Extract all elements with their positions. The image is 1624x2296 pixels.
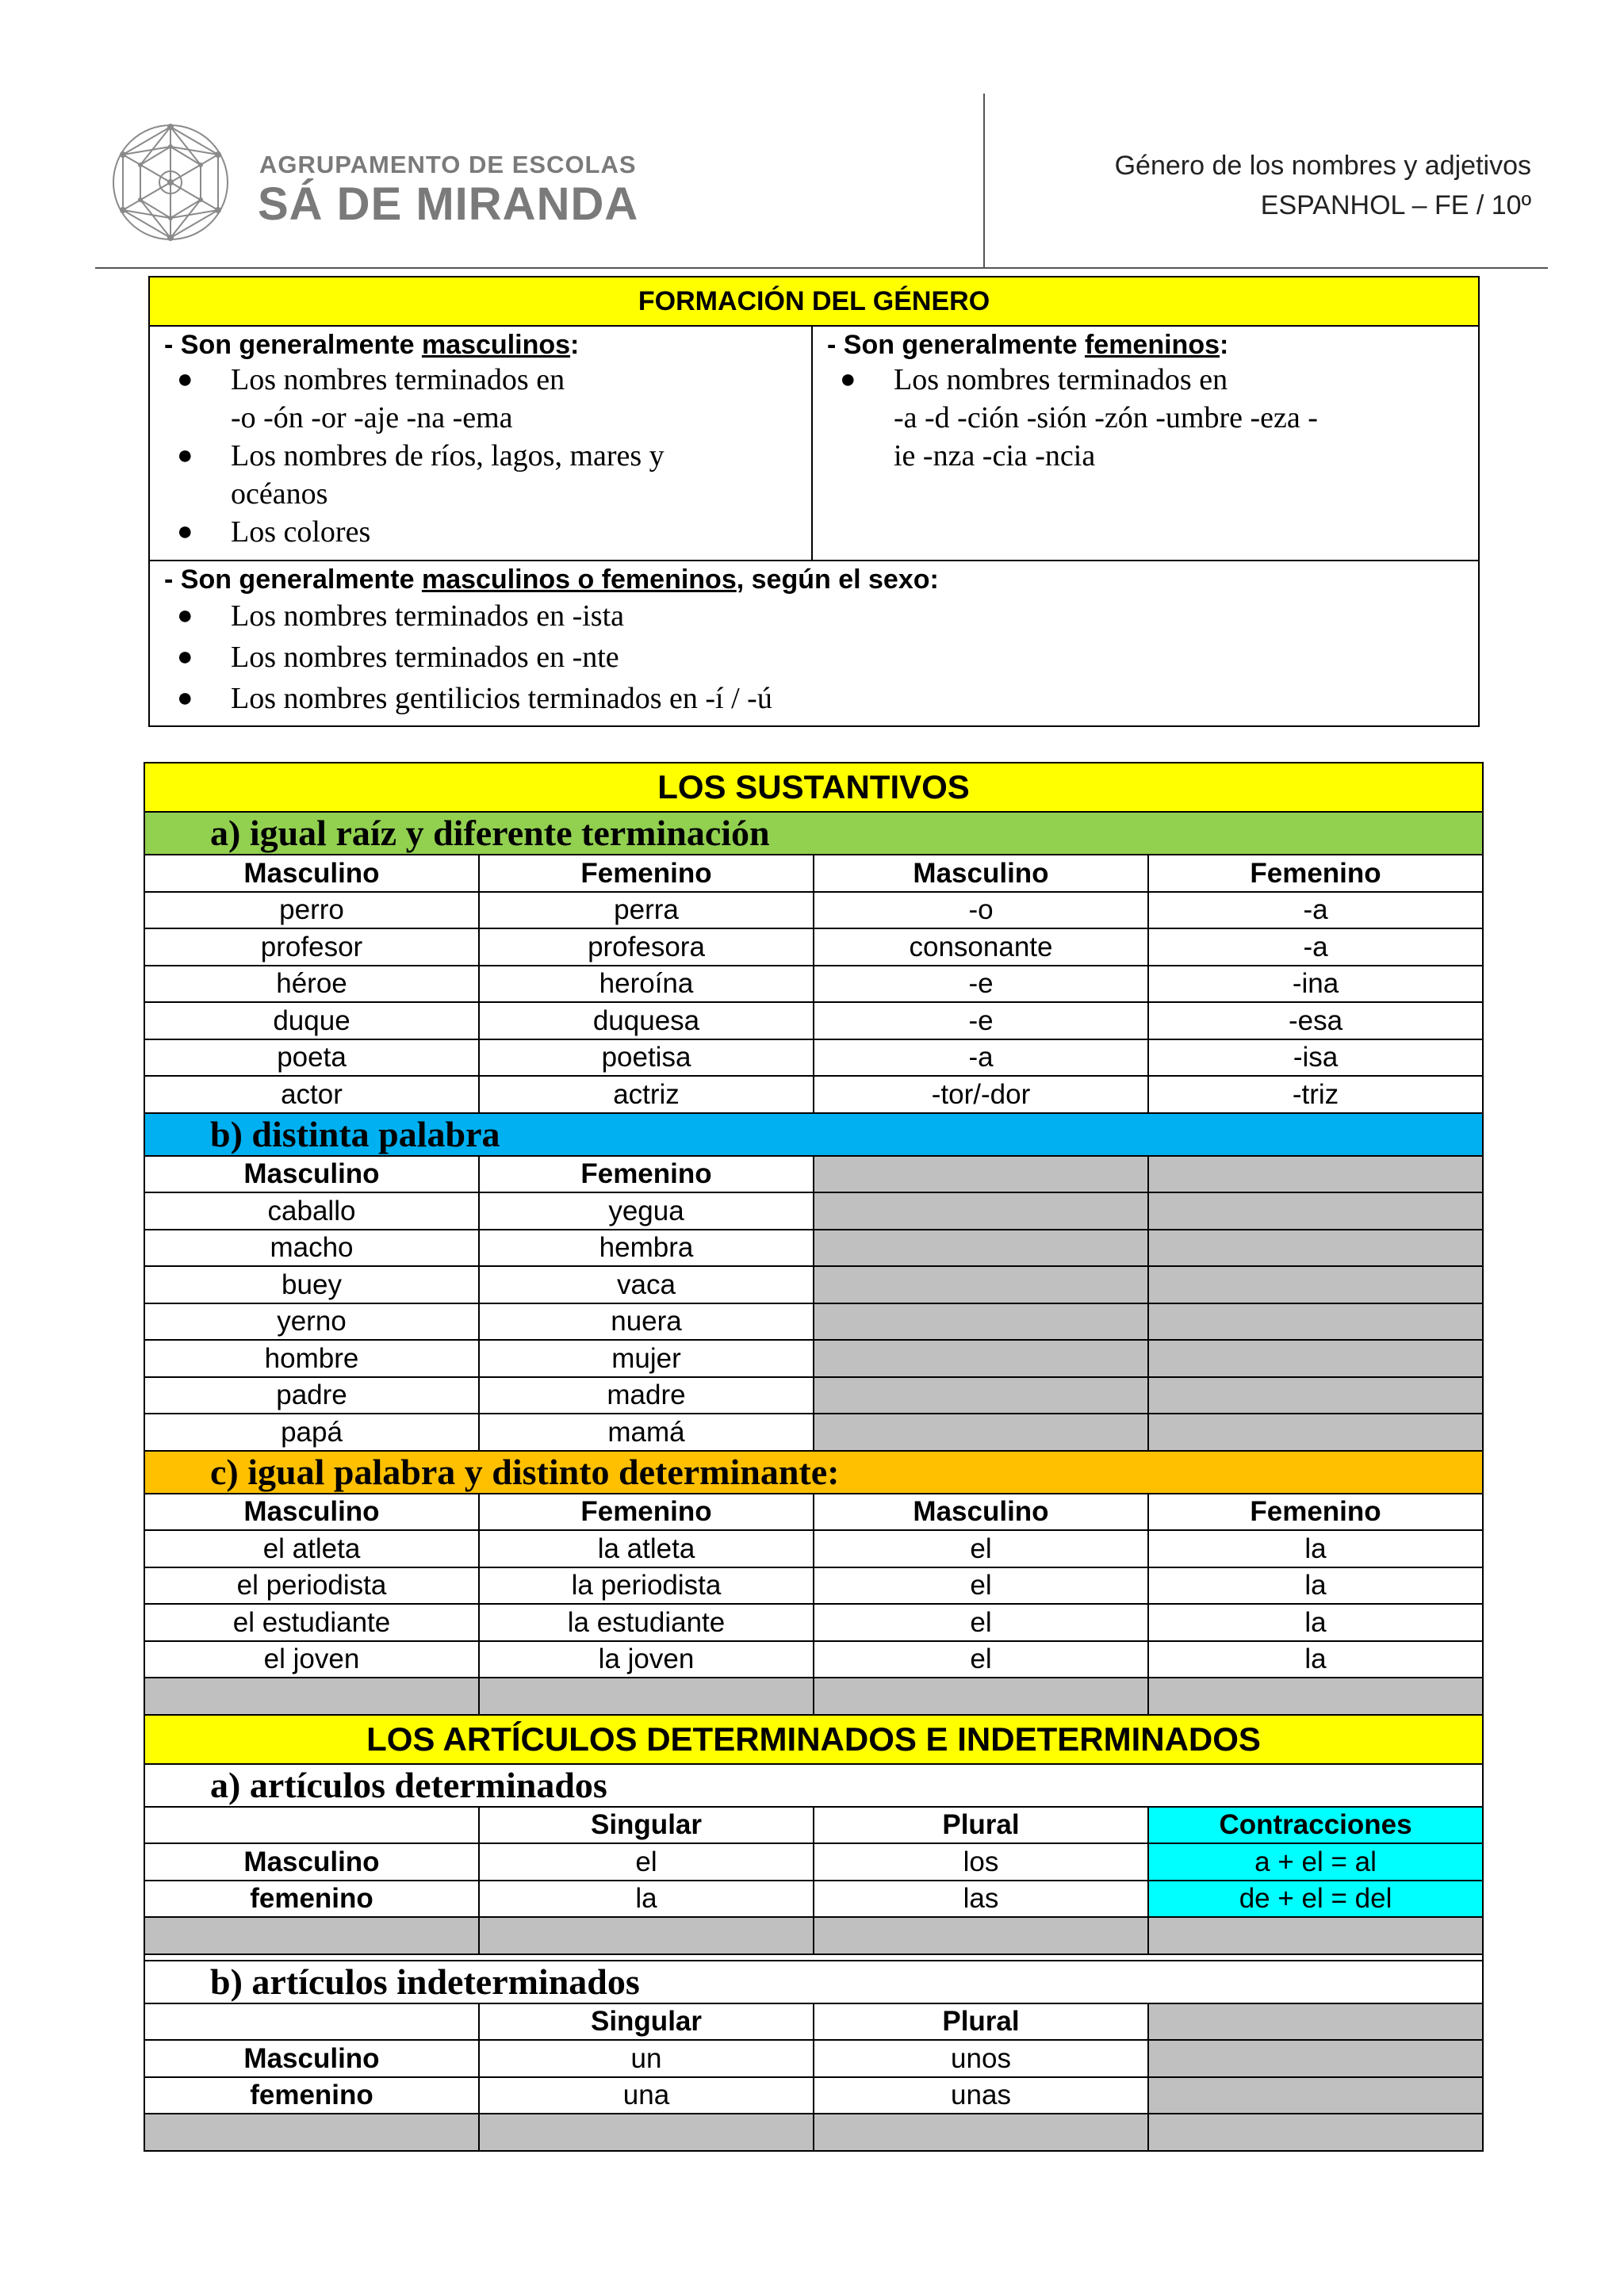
empty-header-cell [144, 2003, 479, 2041]
table-cell: el [814, 1567, 1148, 1605]
table-cell: buey [144, 1266, 479, 1303]
empty-cell [1148, 2040, 1483, 2077]
table-row [144, 966, 1483, 1003]
table-cell: yerno [144, 1303, 479, 1341]
articulos-title: LOS ARTÍCULOS DETERMINADOS E INDETERMINADOS [144, 1715, 1483, 1764]
table-cell: actor [144, 1076, 479, 1113]
school-name-line2: SÁ DE MIRANDA [258, 178, 639, 230]
masculinos-heading: - Son generalmente masculinos: [164, 330, 580, 360]
table-cell: poeta [144, 1039, 479, 1077]
empty-cell [1148, 2077, 1483, 2114]
empty-cell [814, 1266, 1148, 1303]
table-cell: el [814, 1641, 1148, 1678]
bullet-icon: ● [177, 441, 193, 470]
document-title: Género de los nombres y adjetivos [1114, 151, 1531, 181]
empty-cell [1148, 1917, 1483, 1954]
empty-cell [814, 1377, 1148, 1414]
section-b-title: b) distinta palabra [144, 1113, 1483, 1156]
header-cell: Plural [814, 2003, 1148, 2041]
table-row [144, 1303, 1483, 1341]
sustantivos-articulos-table [144, 762, 1484, 2152]
table-cell: -a [1148, 892, 1483, 929]
femeninos-cell [812, 326, 1479, 561]
table-cell: duque [144, 1002, 479, 1039]
table-row [144, 2040, 1483, 2077]
school-logo [107, 119, 639, 246]
list-item: ● Los nombres terminados en -o -ón -or -aje -na -ema [212, 361, 799, 437]
masculinos-list [164, 361, 799, 551]
table-cell: el periodista [144, 1567, 479, 1605]
empty-cell [479, 1917, 814, 1954]
table-cell: unos [814, 2040, 1148, 2077]
header-cell: Femenino [479, 855, 814, 892]
table-cell: profesora [479, 928, 814, 966]
table-row [144, 1881, 1483, 1918]
school-name-line1: AGRUPAMENTO DE ESCOLAS [259, 151, 637, 178]
table-row [144, 1340, 1483, 1377]
table-row [144, 1076, 1483, 1113]
table-cell: perra [479, 892, 814, 929]
empty-cell [1148, 1414, 1483, 1451]
table-cell: -e [814, 1002, 1148, 1039]
table-cell: la [1148, 1567, 1483, 1605]
femeninos-heading: - Son generalmente femeninos: [827, 330, 1229, 360]
section-a-title: a) igual raíz y diferente terminación [144, 812, 1483, 855]
table-row [144, 1843, 1483, 1881]
ambos-word: masculinos o femeninos [421, 564, 737, 595]
bullet-icon: ● [177, 517, 193, 546]
table-row [144, 2114, 1483, 2151]
row-label: femenino [144, 2077, 479, 2114]
table-row [144, 1266, 1483, 1303]
table-cell: vaca [479, 1266, 814, 1303]
table-cell: el atleta [144, 1530, 479, 1567]
header-cell: Femenino [1148, 855, 1483, 892]
table-cell: consonante [814, 928, 1148, 966]
row-label: Masculino [144, 1843, 479, 1881]
table-cell: hembra [479, 1230, 814, 1267]
table-cell: la periodista [479, 1567, 814, 1605]
table-row [144, 1156, 1483, 1193]
table-cell: -o [814, 892, 1148, 929]
table-cell: perro [144, 892, 479, 929]
header-cell: Femenino [1148, 1494, 1483, 1531]
table-row [144, 1678, 1483, 1715]
table-cell: mamá [479, 1414, 814, 1451]
header-cell: Masculino [814, 1494, 1148, 1531]
table-cell: unas [814, 2077, 1148, 2114]
header-divider-vertical [983, 94, 985, 268]
header-cell: Contracciones [1148, 1807, 1483, 1844]
document-subtitle: ESPANHOL – FE / 10º [1260, 190, 1531, 220]
table-cell: -a [1148, 928, 1483, 966]
bullet-icon: ● [840, 365, 856, 394]
formacion-title: FORMACIÓN DEL GÉNERO [149, 277, 1479, 326]
table-cell: nuera [479, 1303, 814, 1341]
empty-cell [144, 1917, 479, 1954]
empty-cell [1148, 1303, 1483, 1341]
table-cell: la estudiante [479, 1604, 814, 1641]
articulos-b-title: b) artículos indeterminados [144, 1961, 1483, 2003]
femeninos-word: femeninos [1084, 330, 1220, 360]
sustantivos-title: LOS SUSTANTIVOS [144, 763, 1483, 812]
bullet-icon: ● [177, 642, 193, 672]
section-c-title: c) igual palabra y distinto determinante: [144, 1451, 1483, 1494]
table-cell: macho [144, 1230, 479, 1267]
table-cell: un [479, 2040, 814, 2077]
row-label: femenino [144, 1881, 479, 1918]
table-row [144, 1192, 1483, 1230]
table-cell: -tor/-dor [814, 1076, 1148, 1113]
table-cell: hombre [144, 1340, 479, 1377]
table-cell: -esa [1148, 1002, 1483, 1039]
table-cell: el estudiante [144, 1604, 479, 1641]
header-cell: Singular [479, 2003, 814, 2041]
list-item: ● Los nombres de ríos, lagos, mares y océanos [212, 437, 799, 513]
table-cell: el [814, 1530, 1148, 1567]
table-row [144, 2077, 1483, 2114]
table-cell: -isa [1148, 1039, 1483, 1077]
table-cell: la [1148, 1530, 1483, 1567]
table-cell: actriz [479, 1076, 814, 1113]
table-cell: papá [144, 1414, 479, 1451]
empty-cell [479, 2114, 814, 2151]
empty-cell [1148, 2114, 1483, 2151]
list-item: ● Los nombres terminados en -a -d -ción -sión -zón -umbre -eza - ie -nza -cia -ncia [875, 361, 1465, 475]
empty-cell [814, 1340, 1148, 1377]
masculinos-word: masculinos [421, 330, 571, 360]
header-cell: Plural [814, 1807, 1148, 1844]
formacion-table [148, 276, 1480, 727]
ambos-heading: - Son generalmente masculinos o femeninos, según el sexo: [164, 564, 939, 595]
table-cell: las [814, 1881, 1148, 1918]
table-cell: héroe [144, 966, 479, 1003]
geodesic-sphere-icon [107, 119, 234, 246]
list-item: ● Los colores [212, 513, 799, 551]
femeninos-list [827, 361, 1465, 475]
table-cell: a + el = al [1148, 1843, 1483, 1881]
empty-cell [814, 1156, 1148, 1193]
table-cell: mujer [479, 1340, 814, 1377]
table-cell: padre [144, 1377, 479, 1414]
table-cell: -ina [1148, 966, 1483, 1003]
table-row [144, 928, 1483, 966]
table-row [144, 1377, 1483, 1414]
table-row [144, 892, 1483, 929]
empty-cell [814, 1678, 1148, 1715]
table-row [144, 1641, 1483, 1678]
table-cell: -a [814, 1039, 1148, 1077]
table-cell: el [814, 1604, 1148, 1641]
table-row [144, 1807, 1483, 1844]
ambos-cell [149, 561, 1479, 726]
header-divider-horizontal [95, 267, 1548, 269]
table-cell: heroína [479, 966, 814, 1003]
table-cell: la [1148, 1641, 1483, 1678]
bullet-icon: ● [177, 365, 193, 394]
bullet-icon: ● [177, 683, 193, 713]
table-cell: la [1148, 1604, 1483, 1641]
row-label: Masculino [144, 2040, 479, 2077]
table-row [144, 1567, 1483, 1605]
empty-header-cell [144, 1807, 479, 1844]
header-cell: Masculino [144, 1156, 479, 1193]
empty-cell [144, 2114, 479, 2151]
header-cell: Masculino [144, 1494, 479, 1531]
empty-cell [1148, 1678, 1483, 1715]
empty-cell [814, 1303, 1148, 1341]
header-cell: Masculino [814, 855, 1148, 892]
table-row [144, 2003, 1483, 2041]
document-heading [1115, 146, 1531, 225]
table-cell: profesor [144, 928, 479, 966]
list-item: ● Los nombres terminados en -ista [212, 595, 1465, 637]
header-cell: Femenino [479, 1494, 814, 1531]
table-row [144, 1230, 1483, 1267]
header-cell: Masculino [144, 855, 479, 892]
table-cell: la [479, 1881, 814, 1918]
empty-cell [814, 1230, 1148, 1267]
empty-cell [1148, 2003, 1483, 2041]
articulos-a-title: a) artículos determinados [144, 1764, 1483, 1807]
header-cell: Singular [479, 1807, 814, 1844]
table-row [144, 1917, 1483, 1954]
table-cell: de + el = del [1148, 1881, 1483, 1918]
table-row [144, 1039, 1483, 1077]
header-cell: Femenino [479, 1156, 814, 1193]
table-row [144, 1414, 1483, 1451]
table-cell: los [814, 1843, 1148, 1881]
table-cell: duquesa [479, 1002, 814, 1039]
table-row [144, 1604, 1483, 1641]
table-cell: caballo [144, 1192, 479, 1230]
table-cell: poetisa [479, 1039, 814, 1077]
table-row [144, 1530, 1483, 1567]
empty-cell [1148, 1377, 1483, 1414]
table-cell: -e [814, 966, 1148, 1003]
ambos-list [164, 595, 1465, 719]
empty-cell [1148, 1340, 1483, 1377]
table-cell: la joven [479, 1641, 814, 1678]
table-cell: yegua [479, 1192, 814, 1230]
spacer [144, 1954, 1483, 1961]
table-row [144, 1002, 1483, 1039]
table-row [144, 855, 1483, 892]
table-cell: -triz [1148, 1076, 1483, 1113]
empty-cell [1148, 1192, 1483, 1230]
empty-cell [814, 1192, 1148, 1230]
table-row [144, 1494, 1483, 1531]
masculinos-cell [149, 326, 812, 561]
table-cell: madre [479, 1377, 814, 1414]
table-cell: una [479, 2077, 814, 2114]
table-cell: la atleta [479, 1530, 814, 1567]
table-cell: el joven [144, 1641, 479, 1678]
list-item: ● Los nombres gentilicios terminados en -í / -ú [212, 678, 1465, 719]
empty-cell [1148, 1266, 1483, 1303]
empty-cell [814, 2114, 1148, 2151]
empty-cell [144, 1678, 479, 1715]
empty-cell [814, 1917, 1148, 1954]
empty-cell [1148, 1156, 1483, 1193]
list-item: ● Los nombres terminados en -nte [212, 637, 1465, 678]
empty-cell [479, 1678, 814, 1715]
empty-cell [1148, 1230, 1483, 1267]
bullet-icon: ● [177, 601, 193, 630]
table-cell: el [479, 1843, 814, 1881]
empty-cell [814, 1414, 1148, 1451]
